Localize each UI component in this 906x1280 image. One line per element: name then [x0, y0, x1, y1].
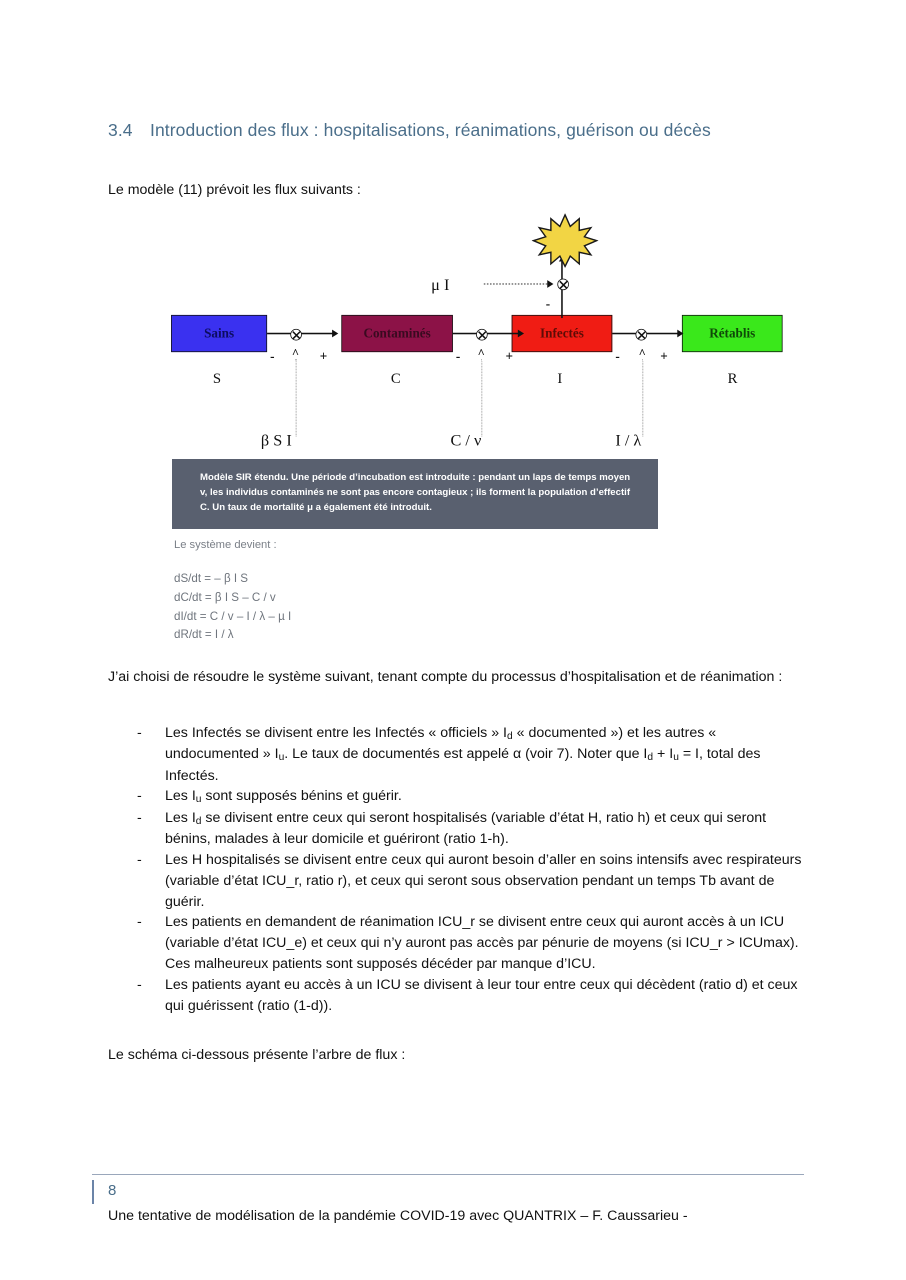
list-item-marker: -: [137, 977, 142, 993]
list-item-marker: -: [137, 725, 142, 741]
dotted-flow-bsi: [296, 359, 297, 436]
valve-s-to-c: [290, 329, 302, 341]
state-box-retablis-label: Rétablis: [709, 325, 756, 341]
equation-di: dI/dt = C / v – I / λ – µ I: [174, 609, 292, 623]
list-item-text: Les patients en demandent de réanimation ICU_r se divisent entre ceux qui auront accès à un ICU (variable d’état ICU_e) et ceux qui n’y auront pas accès par pénurie de moyens (si ICU_r > ICUmax). Ces malheureux patients sont supposés décéder par manque d’ICU.: [165, 914, 799, 973]
section-title: Introduction des flux : hospitalisations, réanimations, guérison ou décès: [150, 120, 711, 140]
list-item-marker: -: [137, 914, 142, 931]
flow-label-ilambda: I / λ: [615, 431, 642, 450]
list-item-text: Les patients ayant eu accès à un ICU se divisent à leur tour entre ceux qui décèdent (ratio d) et ceux qui guérissent (ratio (1-d)).: [165, 977, 798, 1014]
footer-text: Une tentative de modélisation de la pandémie COVID-19 avec QUANTRIX – F. Caussarieu -: [108, 1208, 688, 1224]
mortality-label: μ I: [431, 275, 450, 295]
list-item: [108, 808, 808, 850]
explosion-icon: [532, 214, 599, 268]
section-number: 3.4: [108, 120, 133, 140]
list-item-text: Les $I_u$ sont supposés bénins et guérir.: [165, 788, 402, 806]
sir-flow-diagram: [168, 212, 756, 452]
footer-accent-bar: [92, 1180, 94, 1204]
state-box-contamines-label: Contaminés: [363, 325, 431, 341]
state-letter-c: C: [390, 370, 401, 387]
list-item-text: Les Infectés se divisent entre les Infectés « officiels » $I_d$ « documented ») et les autres « undocumented » $I_u$. Le taux de documentés est appelé α (voir 7). Noter que $I_d + I_u = I$, total des Infectés.: [165, 725, 761, 784]
flow-label-cnu: C / ν: [450, 431, 482, 450]
state-box-sains-label: Sains: [204, 325, 235, 341]
equation-ds: dS/dt = – β I S: [174, 572, 249, 585]
arrowhead-mortality-input: [547, 280, 553, 288]
arrowhead-i-to-r: [677, 330, 683, 338]
caret-s-to-c: ^: [291, 347, 300, 361]
dotted-flow-ilambda: [642, 359, 643, 436]
state-box-sains: [171, 315, 267, 352]
equation-list: [174, 570, 291, 645]
valve-c-to-i: [476, 329, 488, 341]
state-letter-i: I: [557, 370, 563, 387]
page-number: 8: [108, 1182, 117, 1199]
dotted-mortality-input: [484, 283, 551, 285]
state-box-retablis: [682, 315, 783, 352]
list-item: [108, 975, 808, 1017]
section-heading: [108, 120, 808, 141]
list-item-marker: -: [137, 851, 142, 868]
dotted-flow-cnu: [481, 359, 482, 436]
state-letter-s: S: [212, 370, 222, 387]
equation-dr: dR/dt = I / λ: [174, 628, 234, 642]
equation-dc: dC/dt = β I S – C / v: [174, 590, 276, 604]
paragraph-schema: Le schéma ci-dessous présente l’arbre de flux :: [108, 1047, 406, 1063]
caret-i-to-r: ^: [638, 347, 646, 361]
caret-c-to-i: ^: [477, 347, 485, 361]
list-item-text: Les H hospitalisés se divisent entre ceux qui auront besoin d’aller en soins intensifs avec respirateurs (variable d’état ICU_r, ratio r), et ceux qui seront sous observation pendant un temps Tb avant de guérir.: [165, 851, 802, 910]
paragraph-resoudre: J’ai choisi de résoudre le système suivant, tenant compte du processus d’hospitalisation et de réanimation :: [108, 669, 783, 685]
sign-minus-c: -: [455, 348, 461, 364]
list-item-text: Les $I_d$ se divisent entre ceux qui seront hospitalisés (variable d’état H, ratio h) et ceux qui seront bénins, malades à leur domicile et guériront (ratio 1-h).: [165, 809, 767, 847]
list-item: [108, 850, 808, 913]
valve-mortality: [557, 279, 569, 291]
arrowhead-s-to-c: [332, 330, 338, 338]
intro-paragraph: Le modèle (11) prévoit les flux suivants :: [108, 182, 361, 198]
figure-block: [168, 212, 756, 647]
sign-plus-c: +: [319, 348, 328, 364]
state-box-infectes: [512, 315, 613, 352]
sign-minus-s: -: [270, 348, 275, 364]
list-item: [108, 786, 808, 807]
footer-divider: [92, 1174, 804, 1175]
arrowhead-c-to-i: [518, 330, 524, 338]
list-item: [108, 723, 808, 786]
state-box-contamines: [341, 315, 452, 352]
system-intro-text: Le système devient :: [174, 539, 277, 551]
sign-plus-i: +: [505, 348, 513, 364]
flow-label-bsi: β S I: [260, 431, 292, 450]
figure-caption: Modèle SIR étendu. Une période d’incubation est introduite : pendant un laps de temps moyen v, les individus contaminés ne sont pas encore contagieux ; ils forment la population d’effectif C. Un taux de mortalité μ a également été introduit.: [172, 459, 658, 529]
state-box-infectes-label: Infectés: [540, 325, 584, 341]
valve-i-to-r: [635, 329, 647, 341]
assumptions-list: [108, 723, 808, 1017]
list-item-marker: -: [137, 788, 142, 805]
sign-plus-r: +: [660, 348, 668, 364]
list-item-marker: -: [137, 809, 142, 826]
list-item: [108, 912, 808, 975]
state-letter-r: R: [727, 370, 738, 387]
sign-minus-i: -: [615, 348, 620, 364]
sign-minus-mortality: -: [545, 296, 551, 312]
